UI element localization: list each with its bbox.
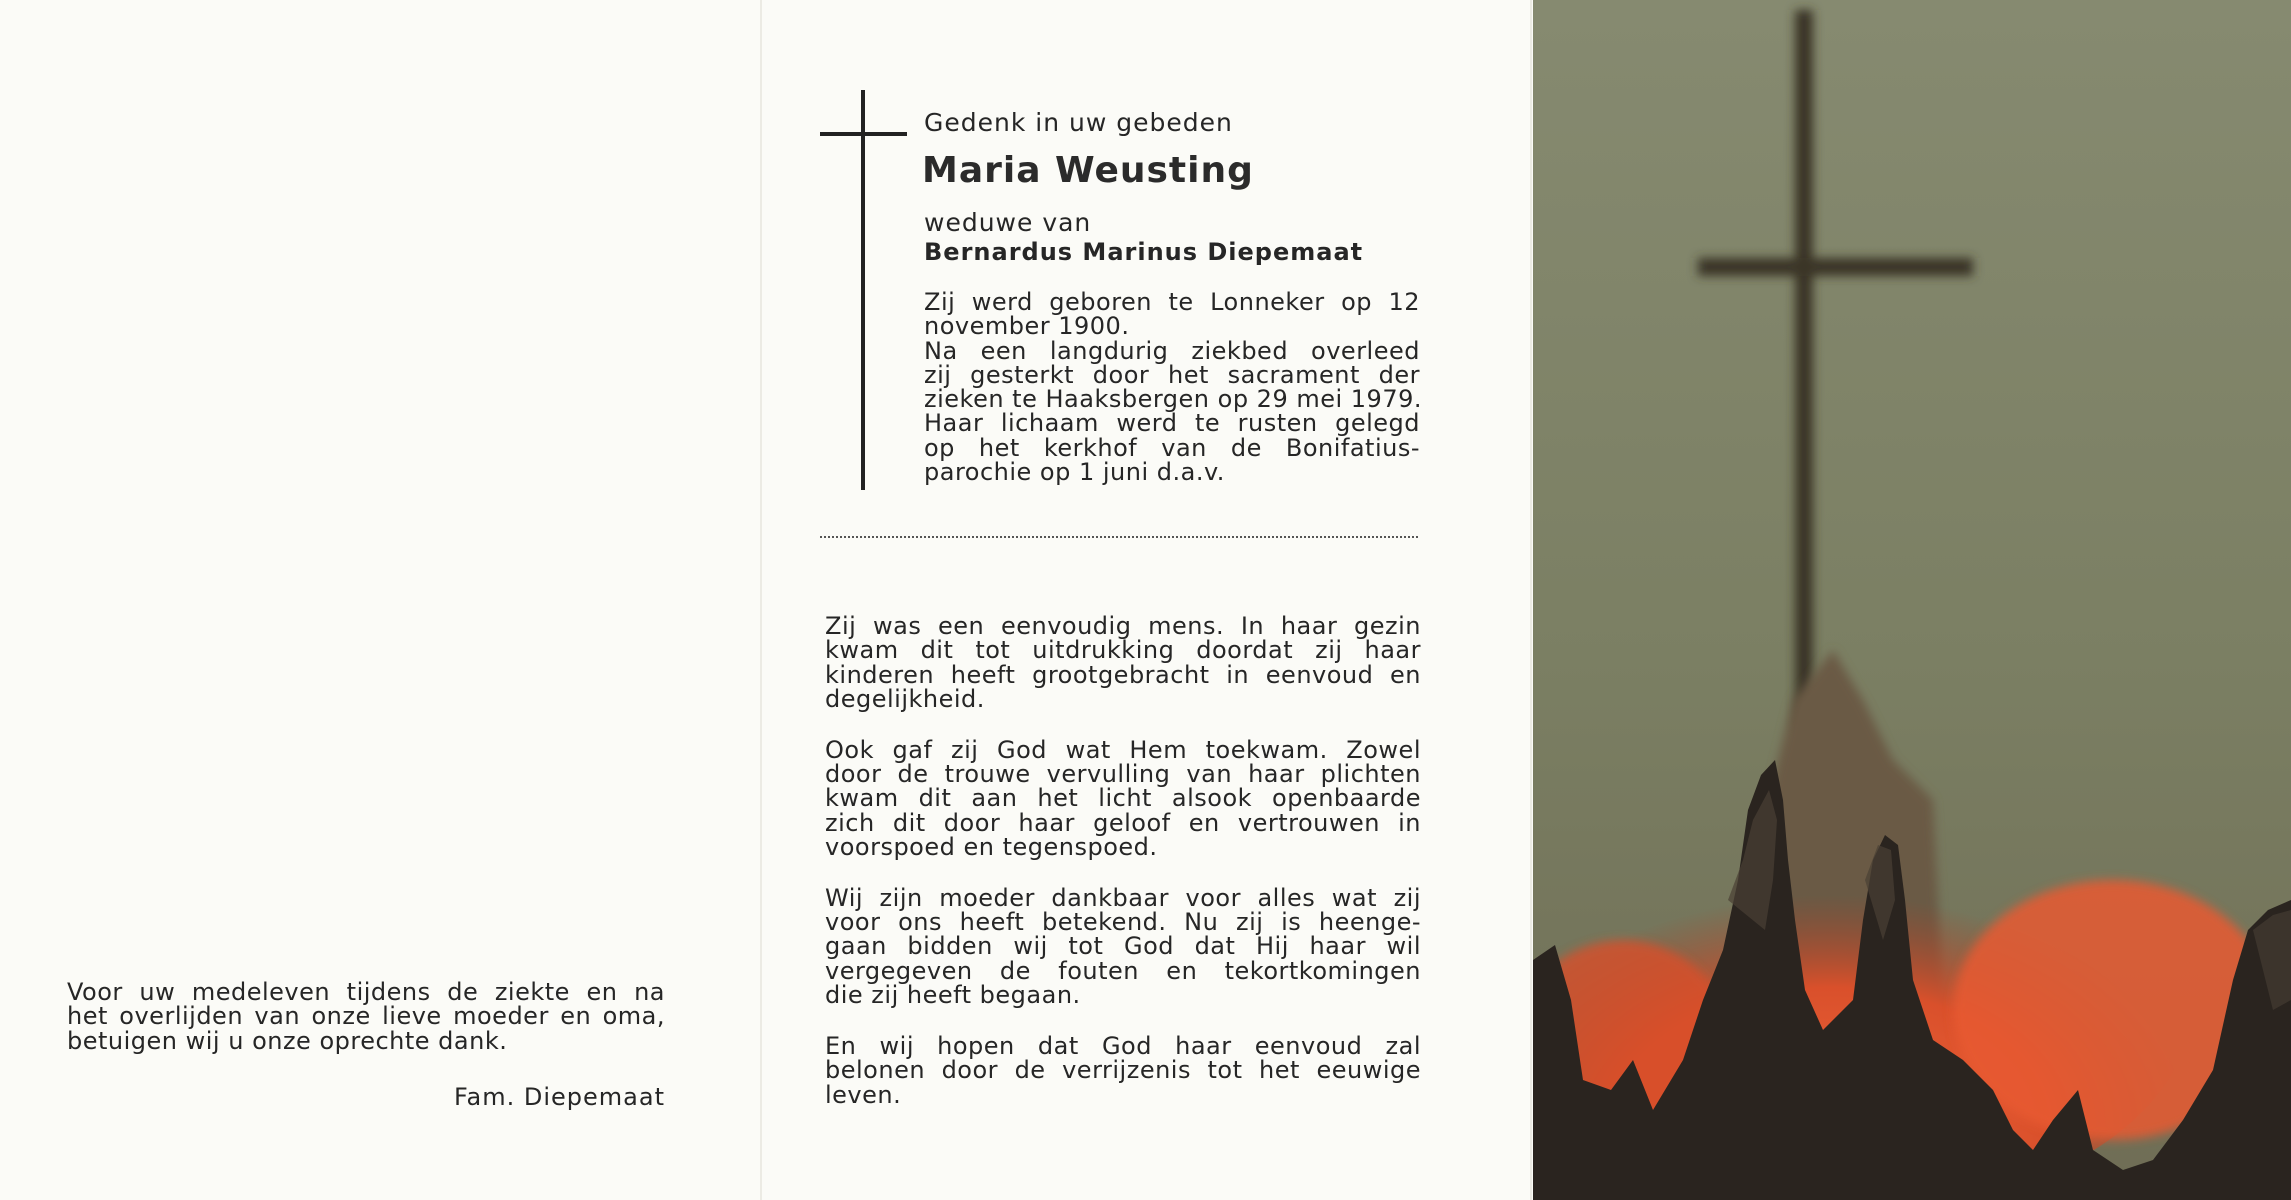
tribute-paragraph (825, 1031, 1421, 1109)
intro-text: Gedenk in uw gebeden (924, 108, 1233, 137)
tribute-line: belonen door de verrijzenis tot het eeuwige (825, 1056, 1421, 1085)
deceased-name: Maria Weusting (922, 150, 1254, 191)
bio-line: Zij werd geboren te Lonneker op 12 (924, 288, 1420, 316)
tribute-paragraph (825, 735, 1421, 862)
tribute-line: voorspoed en tegenspoed. (825, 833, 1158, 862)
tribute-line: vergegeven de fouten en tekortkomingen (825, 956, 1421, 985)
cross-icon-vertical (861, 90, 865, 490)
cross-icon-horizontal (820, 132, 907, 136)
bio-line: op het kerkhof van de Bonifatius- (924, 433, 1420, 462)
thank-you-note (67, 980, 665, 1053)
card-fold-right (1530, 0, 1532, 1200)
tribute-line: zich dit door haar geloof en vertrouwen in (825, 808, 1421, 837)
tribute-line: kinderen heeft grootgebracht in eenvoud en (825, 660, 1421, 689)
tribute-paragraph (825, 883, 1421, 1010)
thanks-line: Voor uw medeleven tijdens de ziekte en na (67, 978, 665, 1006)
family-signature: Fam. Diepemaat (453, 1083, 665, 1111)
tribute-line: leven. (825, 1080, 902, 1109)
biography (924, 288, 1422, 487)
tribute-line: voor ons heeft betekend. Nu zij is heenge- (825, 908, 1421, 937)
tribute-line: gaan bidden wij tot God dat Hij haar wil (825, 932, 1421, 961)
tribute-line: die zij heeft begaan. (825, 981, 1081, 1010)
husband-name: Bernardus Marinus Diepemaat (924, 238, 1364, 266)
tribute-line: En wij hopen dat God haar eenvoud zal (825, 1031, 1421, 1060)
tribute-line: degelijkheid. (825, 685, 985, 714)
cross-silhouette-photo (1533, 0, 2291, 1200)
thanks-line: betuigen wij u onze oprechte dank. (67, 1026, 508, 1055)
bio-line: zieken te Haaksbergen op 29 mei 1979. (924, 385, 1422, 414)
tribute-text (825, 614, 1421, 1133)
tribute-line: kwam dit tot uitdrukking doordat zij haar (825, 636, 1421, 665)
widow-of-label: weduwe van (924, 208, 1092, 237)
bio-line: Na een langdurig ziekbed overleed (924, 336, 1420, 365)
bio-line: zij gesterkt door het sacrament der (924, 360, 1420, 389)
card-fold-left (760, 0, 762, 1200)
tribute-line: kwam dit aan het licht alsook openbaarde (825, 784, 1421, 813)
tribute-paragraph (825, 614, 1421, 712)
tribute-line: Ook gaf zij God wat Hem toekwam. Zowel (825, 735, 1421, 764)
tribute-line: door de trouwe vervulling van haar plichten (825, 760, 1421, 789)
thanks-line: het overlijden van onze lieve moeder en oma, (67, 1002, 665, 1031)
bio-line: november 1900. (924, 312, 1130, 341)
bio-line: Haar lichaam werd te rusten gelegd (924, 409, 1420, 438)
dotted-divider (820, 536, 1418, 538)
bio-line: parochie op 1 juni d.a.v. (924, 458, 1225, 487)
tribute-line: Wij zijn moeder dankbaar voor alles wat zij (825, 883, 1421, 912)
tribute-line: Zij was een eenvoudig mens. In haar gezin (825, 612, 1421, 640)
